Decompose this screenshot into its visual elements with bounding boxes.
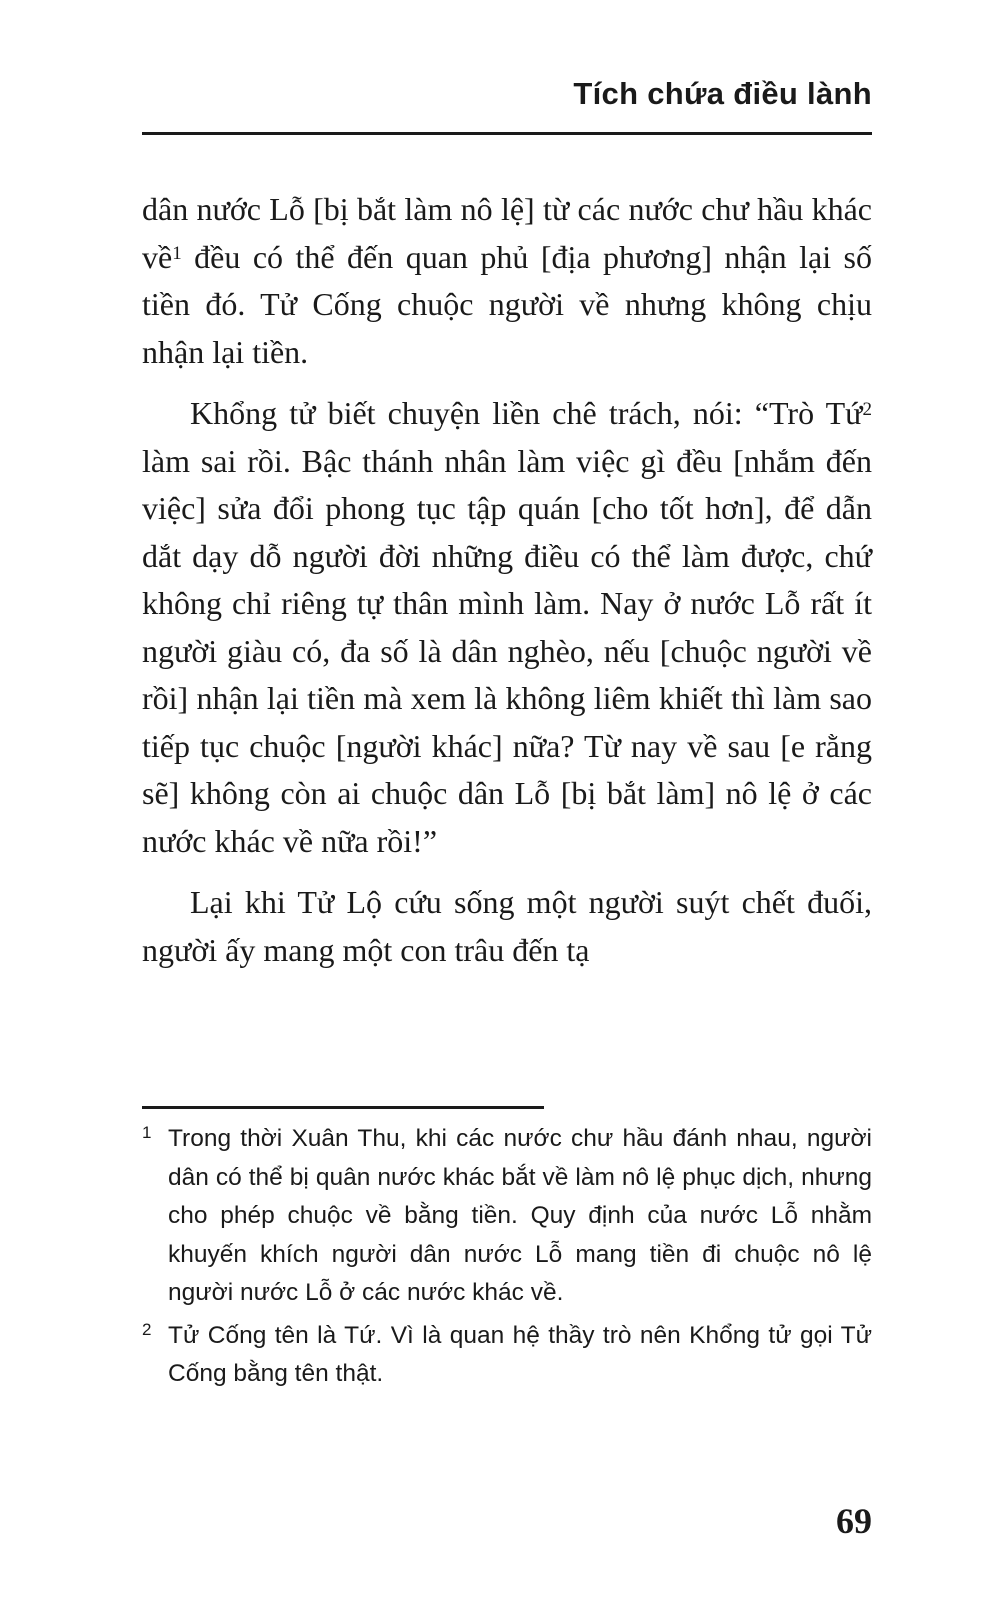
footnotes <box>142 1120 872 1398</box>
header-rule <box>142 132 872 135</box>
footnote-1-number: 1 <box>142 1123 152 1142</box>
main-text <box>142 186 872 988</box>
paragraph-1 <box>142 186 872 376</box>
paragraph-2 <box>142 390 872 865</box>
footnote-rule <box>142 1106 544 1109</box>
footnote-2 <box>142 1317 872 1394</box>
paragraph-2-text-a: Khổng tử biết chuyện liền chê trách, nói: “Trò Tứ <box>190 395 863 431</box>
footnote-2-text: Tử Cống tên là Tứ. Vì là quan hệ thầy trò nên Khổng tử gọi Tử Cống bằng tên thật. <box>168 1321 872 1387</box>
page-number: 69 <box>836 1501 872 1541</box>
paragraph-2-text-b: làm sai rồi. Bậc thánh nhân làm việc gì đều [nhắm đến việc] sửa đổi phong tục tập quán [cho tốt hơn], để dẫn dắt dạy dỗ người đời những điều có thể làm được, chứ không chỉ riêng tự thân mình làm. Nay ở nước Lỗ rất ít người giàu có, đa số là dân nghèo, nếu [chuộc người về rồi] nhận lại tiền mà xem là không liêm khiết thì làm sao tiếp tục chuộc [người khác] nữa? Từ nay về sau [e rằng sẽ] không còn ai chuộc dân Lỗ [bị bắt làm] nô lệ ở các nước khác về nữa rồi!” <box>142 442 872 859</box>
footnote-2-number: 2 <box>142 1319 152 1339</box>
paragraph-1-text-a: dân nước Lỗ [bị bắt làm nô lệ] từ các nước chư hầu khác về <box>142 191 872 275</box>
footnote-ref-2: 2 <box>862 399 872 420</box>
paragraph-3: Lại khi Tử Lộ cứu sống một người suýt chết đuối, người ấy mang một con trâu đến tạ <box>142 884 872 968</box>
running-header-title: Tích chứa điều lành <box>573 76 872 111</box>
footnote-ref-1: 1 <box>172 242 182 264</box>
paragraph-1-text-b: đều có thể đến quan phủ [địa phương] nhận lại số tiền đó. Tử Cống chuộc người về nhưng không chịu nhận lại tiền. <box>142 238 872 370</box>
footnote-1-text: Trong thời Xuân Thu, khi các nước chư hầu đánh nhau, người dân có thể bị quân nước khác bắt về làm nô lệ phục dịch, nhưng cho phép chuộc về bằng tiền. Quy định của nước Lỗ nhằm khuyến khích người dân nước Lỗ mang tiền đi chuộc nô lệ người nước Lỗ ở các nước khác về. <box>168 1125 872 1306</box>
footnote-1 <box>142 1120 872 1313</box>
